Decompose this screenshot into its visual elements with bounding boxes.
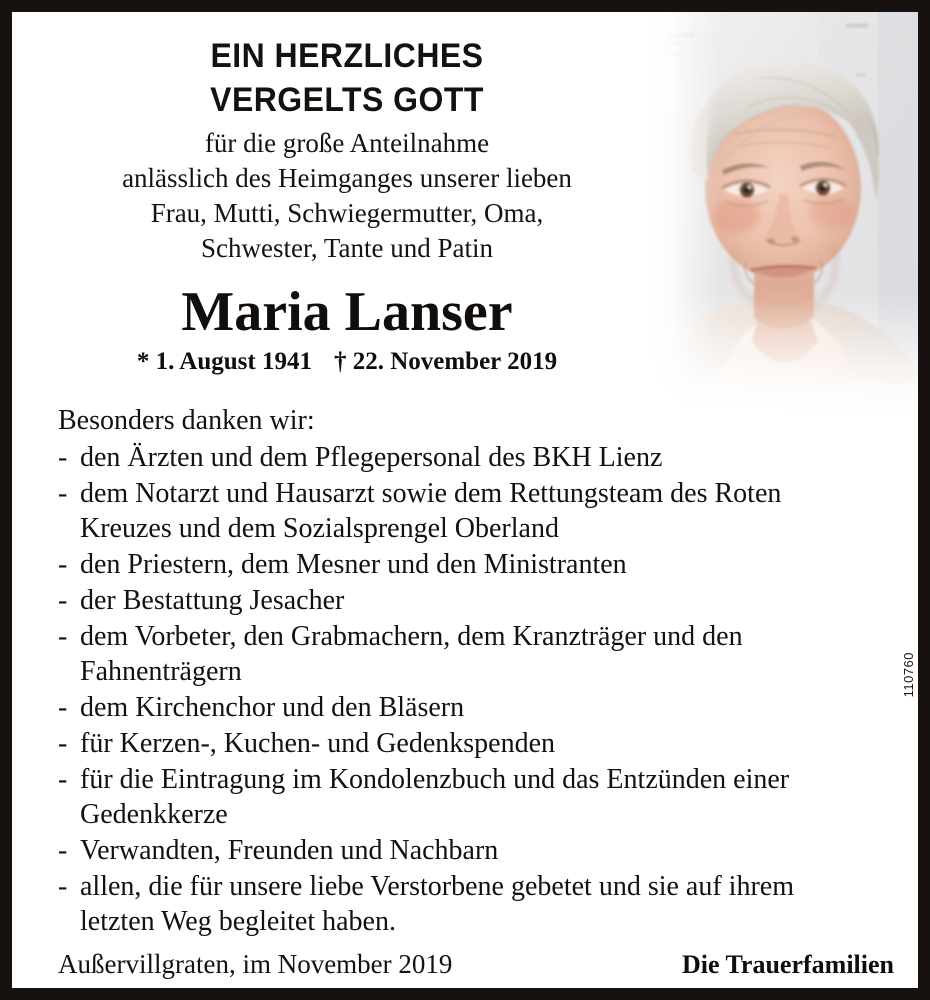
list-item bbox=[58, 833, 874, 868]
intro-line-2: anlässlich des Heimganges unserer lieben bbox=[122, 163, 572, 193]
list-bullet: - bbox=[58, 621, 68, 652]
list-bullet: - bbox=[58, 442, 68, 473]
intro-line-3: Frau, Mutti, Schwiegermutter, Oma, bbox=[150, 198, 544, 228]
list-item bbox=[58, 476, 874, 546]
thanks-lead: Besonders danken wir: bbox=[58, 405, 315, 436]
list-bullet: - bbox=[58, 478, 68, 509]
list-item-text: allen, die für unsere liebe Verstorbene gebetet und sie auf ihrem letzten Weg begleitet haben. bbox=[80, 871, 794, 937]
list-bullet: - bbox=[58, 692, 68, 723]
deceased-name: Maria Lanser bbox=[181, 281, 513, 343]
birth-date-group bbox=[137, 348, 312, 375]
list-bullet: - bbox=[58, 585, 68, 616]
list-item bbox=[58, 547, 874, 582]
portrait-image bbox=[650, 12, 918, 412]
intro-line-4: Schwester, Tante und Patin bbox=[201, 233, 493, 263]
intro-line-1: für die große Anteilnahme bbox=[204, 128, 490, 158]
headline-line-1: EIN HERZLICHES bbox=[210, 37, 484, 75]
notice-paper bbox=[12, 12, 918, 988]
thanks-list bbox=[58, 440, 874, 940]
list-bullet: - bbox=[58, 871, 68, 902]
birth-star-icon: * bbox=[136, 348, 150, 375]
headline-line-2: VERGELTS GOTT bbox=[210, 81, 484, 120]
list-item-text: der Bestattung Jesacher bbox=[80, 585, 345, 616]
list-item bbox=[58, 690, 874, 725]
list-item bbox=[58, 619, 874, 689]
list-item-text: dem Kirchenchor und den Bläsern bbox=[80, 692, 465, 723]
reference-code: 110760 bbox=[901, 652, 916, 698]
family-signature: Die Trauerfamilien bbox=[681, 950, 894, 979]
list-item-text: Verwandten, Freunden und Nachbarn bbox=[80, 835, 499, 866]
list-item-text: für Kerzen-, Kuchen- und Gedenkspenden bbox=[80, 728, 556, 759]
list-item bbox=[58, 440, 874, 475]
list-item bbox=[58, 762, 874, 832]
list-item bbox=[58, 869, 874, 939]
list-bullet: - bbox=[58, 549, 68, 580]
death-date-group bbox=[334, 348, 557, 375]
list-item-text: den Priestern, dem Mesner und den Ministranten bbox=[80, 549, 627, 580]
list-bullet: - bbox=[58, 835, 68, 866]
notice-footer bbox=[58, 949, 894, 980]
list-item-text: für die Eintragung im Kondolenzbuch und das Entzünden einer Gedenkkerze bbox=[80, 764, 790, 830]
list-item-text: dem Vorbeter, den Grabmachern, dem Kranzträger und den Fahnenträgern bbox=[80, 621, 743, 687]
list-bullet: - bbox=[58, 728, 68, 759]
list-item bbox=[58, 726, 874, 761]
birth-date: 1. August 1941 bbox=[155, 348, 312, 375]
intro-paragraph bbox=[38, 126, 656, 266]
portrait-photo bbox=[650, 12, 918, 412]
place-and-date: Außervillgraten, im November 2019 bbox=[58, 949, 453, 979]
list-item-text: dem Notarzt und Hausarzt sowie dem Rettungsteam des Roten Kreuzes und dem Sozialsprengel Oberland bbox=[80, 478, 782, 544]
list-item bbox=[58, 583, 874, 618]
cross-icon: † bbox=[333, 348, 347, 375]
headline bbox=[42, 34, 652, 122]
death-date: 22. November 2019 bbox=[352, 348, 558, 375]
life-dates bbox=[38, 348, 656, 376]
list-item-text: den Ärzten und dem Pflegepersonal des BKH Lienz bbox=[80, 442, 663, 473]
list-bullet: - bbox=[58, 764, 68, 795]
